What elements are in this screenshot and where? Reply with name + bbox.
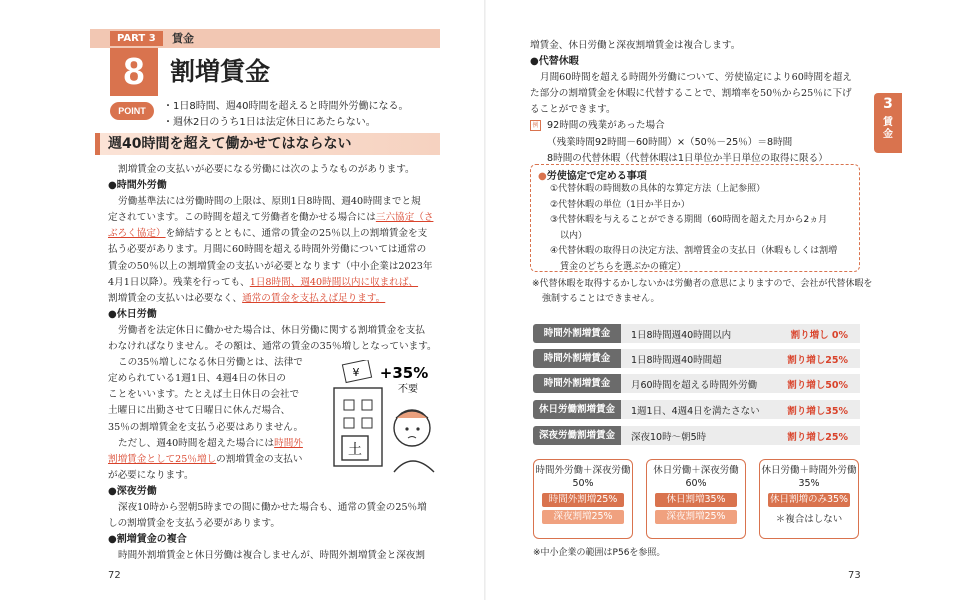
body-line: 時間外割増賃金と休日労働は複合しませんが、時間外割増賃金と深夜割: [118, 550, 425, 562]
point-item: ・週休2日のうち1日は法定休日にあたらない。: [163, 117, 376, 128]
combo-box: [533, 459, 633, 539]
example-tag: 例: [530, 120, 541, 131]
right-body: [530, 38, 920, 167]
rate-row: [533, 374, 860, 393]
illustration: [312, 360, 440, 475]
point-badge: POINT: [110, 102, 154, 120]
sign-text: 土: [348, 442, 362, 458]
combo-pill: 休日割増35%: [655, 493, 737, 507]
example-line: （残業時間92時間－60時間）×（50％－25％）＝8時間: [547, 136, 793, 148]
rate-row: [533, 426, 860, 445]
combo-box: [759, 459, 859, 539]
body-line: わなければなりません。その額は、通常の賃金の35％増しとなっています。: [108, 341, 437, 353]
rate-label: 時間外割増賃金: [533, 374, 621, 393]
comp-heading: ●代替休暇: [530, 56, 579, 68]
agreement-item: 賃金のどちらを選ぶかの確定）: [560, 261, 687, 272]
body-line: 定されています。この時間を超えて労働者を働かせる場合には三六協定（さ: [108, 212, 434, 224]
chapter-number: 8: [110, 48, 158, 96]
example-line: 92時間の残業があった場合: [547, 120, 665, 132]
side-tab-label: 賃 金: [883, 117, 893, 140]
agreement-item: ④代替休暇の取得日の決定方法、割増賃金の支払日（休暇もしくは割増: [550, 246, 838, 256]
rate-row: [533, 324, 860, 343]
body-line: 定められている1週1日、4週4日の休日の: [108, 373, 286, 385]
part-title: 賃金: [172, 32, 194, 45]
rate-value: 割り増し25%: [787, 431, 848, 443]
combo-box: [646, 459, 746, 539]
footnote: ※中小企業の範囲はP56を参照。: [533, 548, 666, 558]
rate-desc: 1日8時間週40時間以内: [631, 329, 732, 341]
agreement-item: ②代替休暇の単位（1日か半日か）: [550, 199, 690, 210]
body-line: が必要になります。: [108, 469, 194, 481]
rate-label: 休日労働割増賃金: [533, 400, 621, 419]
rate-desc: 1週1日、4週4日を満たさない: [631, 405, 760, 417]
page-number-right: 73: [848, 570, 861, 581]
rate-label: 深夜労働割増賃金: [533, 426, 621, 445]
point-list: [163, 99, 408, 131]
rate-label: 時間外割増賃金: [533, 324, 621, 343]
example-row: [530, 118, 920, 166]
rate-value: 割り増し25%: [787, 354, 848, 366]
body-line: 割増賃金の支払いは必要なく、通常の賃金を支払えば足ります。: [108, 292, 386, 304]
section-title: 週40時間を超えて働かせてはならない: [108, 136, 352, 152]
body-line: 4月1日以降）。残業を行っても、1日8時間、週40時間以内に収まれば、: [108, 276, 419, 288]
side-tab-number: 3: [883, 96, 893, 112]
page-number-left: 72: [108, 570, 121, 581]
rate-value: 割り増し35%: [787, 405, 848, 417]
overtime-heading: ●時間外労働: [108, 180, 167, 192]
combo-pct: 60%: [685, 478, 707, 489]
body-line: 賃金の50％以上の割増賃金の支払いが必要となります（中小企業は2023年: [108, 260, 433, 272]
combo-note: ＊複合はしない: [775, 514, 843, 525]
body-line: 深夜10時から翌朝5時までの間に働かせた場合も、通常の賃金の25％増: [118, 501, 427, 513]
yen-mark: ¥: [352, 366, 360, 379]
body-line: ことをいいます。たとえば土日休日の会社で: [108, 389, 300, 401]
rate-value: 割り増し 0%: [790, 329, 848, 341]
body-line: 労働基準法には労働時間の上限は、原則1日8時間、週40時間までと規: [118, 196, 421, 208]
combo-pill: 深夜割増25%: [542, 510, 624, 524]
night-heading: ●深夜労働: [108, 485, 157, 497]
body-line: た部分の割増賃金を休暇に代替することで、割増率を50％から25％に下げ: [530, 88, 852, 100]
combo-title: 時間外労働＋深夜労働: [535, 465, 631, 476]
rate-label: 時間外割増賃金: [533, 349, 621, 368]
agreement-item: 以内）: [560, 230, 588, 241]
combo-pct: 50%: [572, 478, 594, 489]
combo-pill: 休日割増のみ35%: [769, 494, 849, 505]
rate-row: [533, 400, 860, 419]
body-line: 月間60時間を超える時間外労働について、労使協定により60時間を超え: [540, 72, 852, 84]
combo-pill: 時間外割増25%: [542, 493, 624, 507]
body-line: 払う必要があります。月間に60時間を超える時間外労働については通常の: [108, 244, 427, 256]
agreement-title: ●労使協定で定める事項: [538, 171, 647, 182]
body-line: 35％の割増賃金を支払う必要はありません。: [108, 421, 304, 433]
body-line: この35％増しになる休日労働とは、法律で: [118, 357, 303, 369]
rate-row: [533, 349, 860, 368]
plus35-label: +35%: [379, 364, 429, 382]
fuyou-label: 不要: [398, 384, 418, 395]
combo-title: 休日労働＋時間外労働: [761, 465, 857, 476]
rate-desc: 1日8時間週40時間超: [631, 354, 722, 366]
body-line: 土曜日に出勤させて日曜日に休んだ場合、: [108, 405, 291, 417]
agreement-item: ③代替休暇を与えることができる期間（60時間を超えた月から2ヵ月: [550, 215, 828, 225]
combo-title: 休日労働＋深夜労働: [653, 465, 739, 476]
agreement-item: ①代替休暇の時間数の具体的な算定方法（上記参照）: [550, 184, 766, 194]
body-line: ることができます。: [530, 104, 616, 116]
combo-heading: ●割増賃金の複合: [108, 534, 187, 546]
combo-pill: 深夜割増25%: [655, 510, 737, 524]
body-line: ただし、週40時間を超えた場合には時間外: [118, 437, 303, 449]
combo-pct: 35%: [798, 478, 820, 489]
rate-desc: 深夜10時〜朝5時: [631, 431, 707, 443]
body-line: しの割増賃金を支払う必要があります。: [108, 518, 280, 530]
body-line: 割増賃金として25％増しの割増賃金の支払い: [108, 453, 303, 465]
agreement-list: [550, 182, 837, 275]
body-line: 労働者を法定休日に働かせた場合は、休日労働に関する割増賃金を支払: [118, 324, 425, 336]
intro-text: 割増賃金の支払いが必要になる労働には次のようなものがあります。: [118, 164, 415, 175]
holiday-heading: ●休日労働: [108, 308, 157, 320]
part-tag: PART 3: [110, 31, 163, 46]
sanroku-term: 三六協定（さ: [375, 212, 434, 224]
chapter-title: 割増賃金: [170, 57, 271, 86]
point-item: ・1日8時間、週40時間を超えると時間外労働になる。: [163, 101, 409, 112]
body-line: ぶろく協定）を締結するとともに、通常の賃金の25％以上の割増賃金を支: [108, 228, 428, 240]
example-line: 8時間の代替休暇（代替休暇は1日単位か半日単位の取得に限る）: [547, 152, 828, 164]
body-line: 増賃金、休日労働と深夜割増賃金は複合します。: [530, 40, 741, 51]
note: ※代替休暇を取得するかしないかは労働者の意思によりますので、会社が代替休暇を 強制することはできません。: [532, 279, 873, 304]
rate-value: 割り増し50%: [787, 379, 848, 391]
rate-desc: 月60時間を超える時間外労働: [631, 379, 758, 391]
